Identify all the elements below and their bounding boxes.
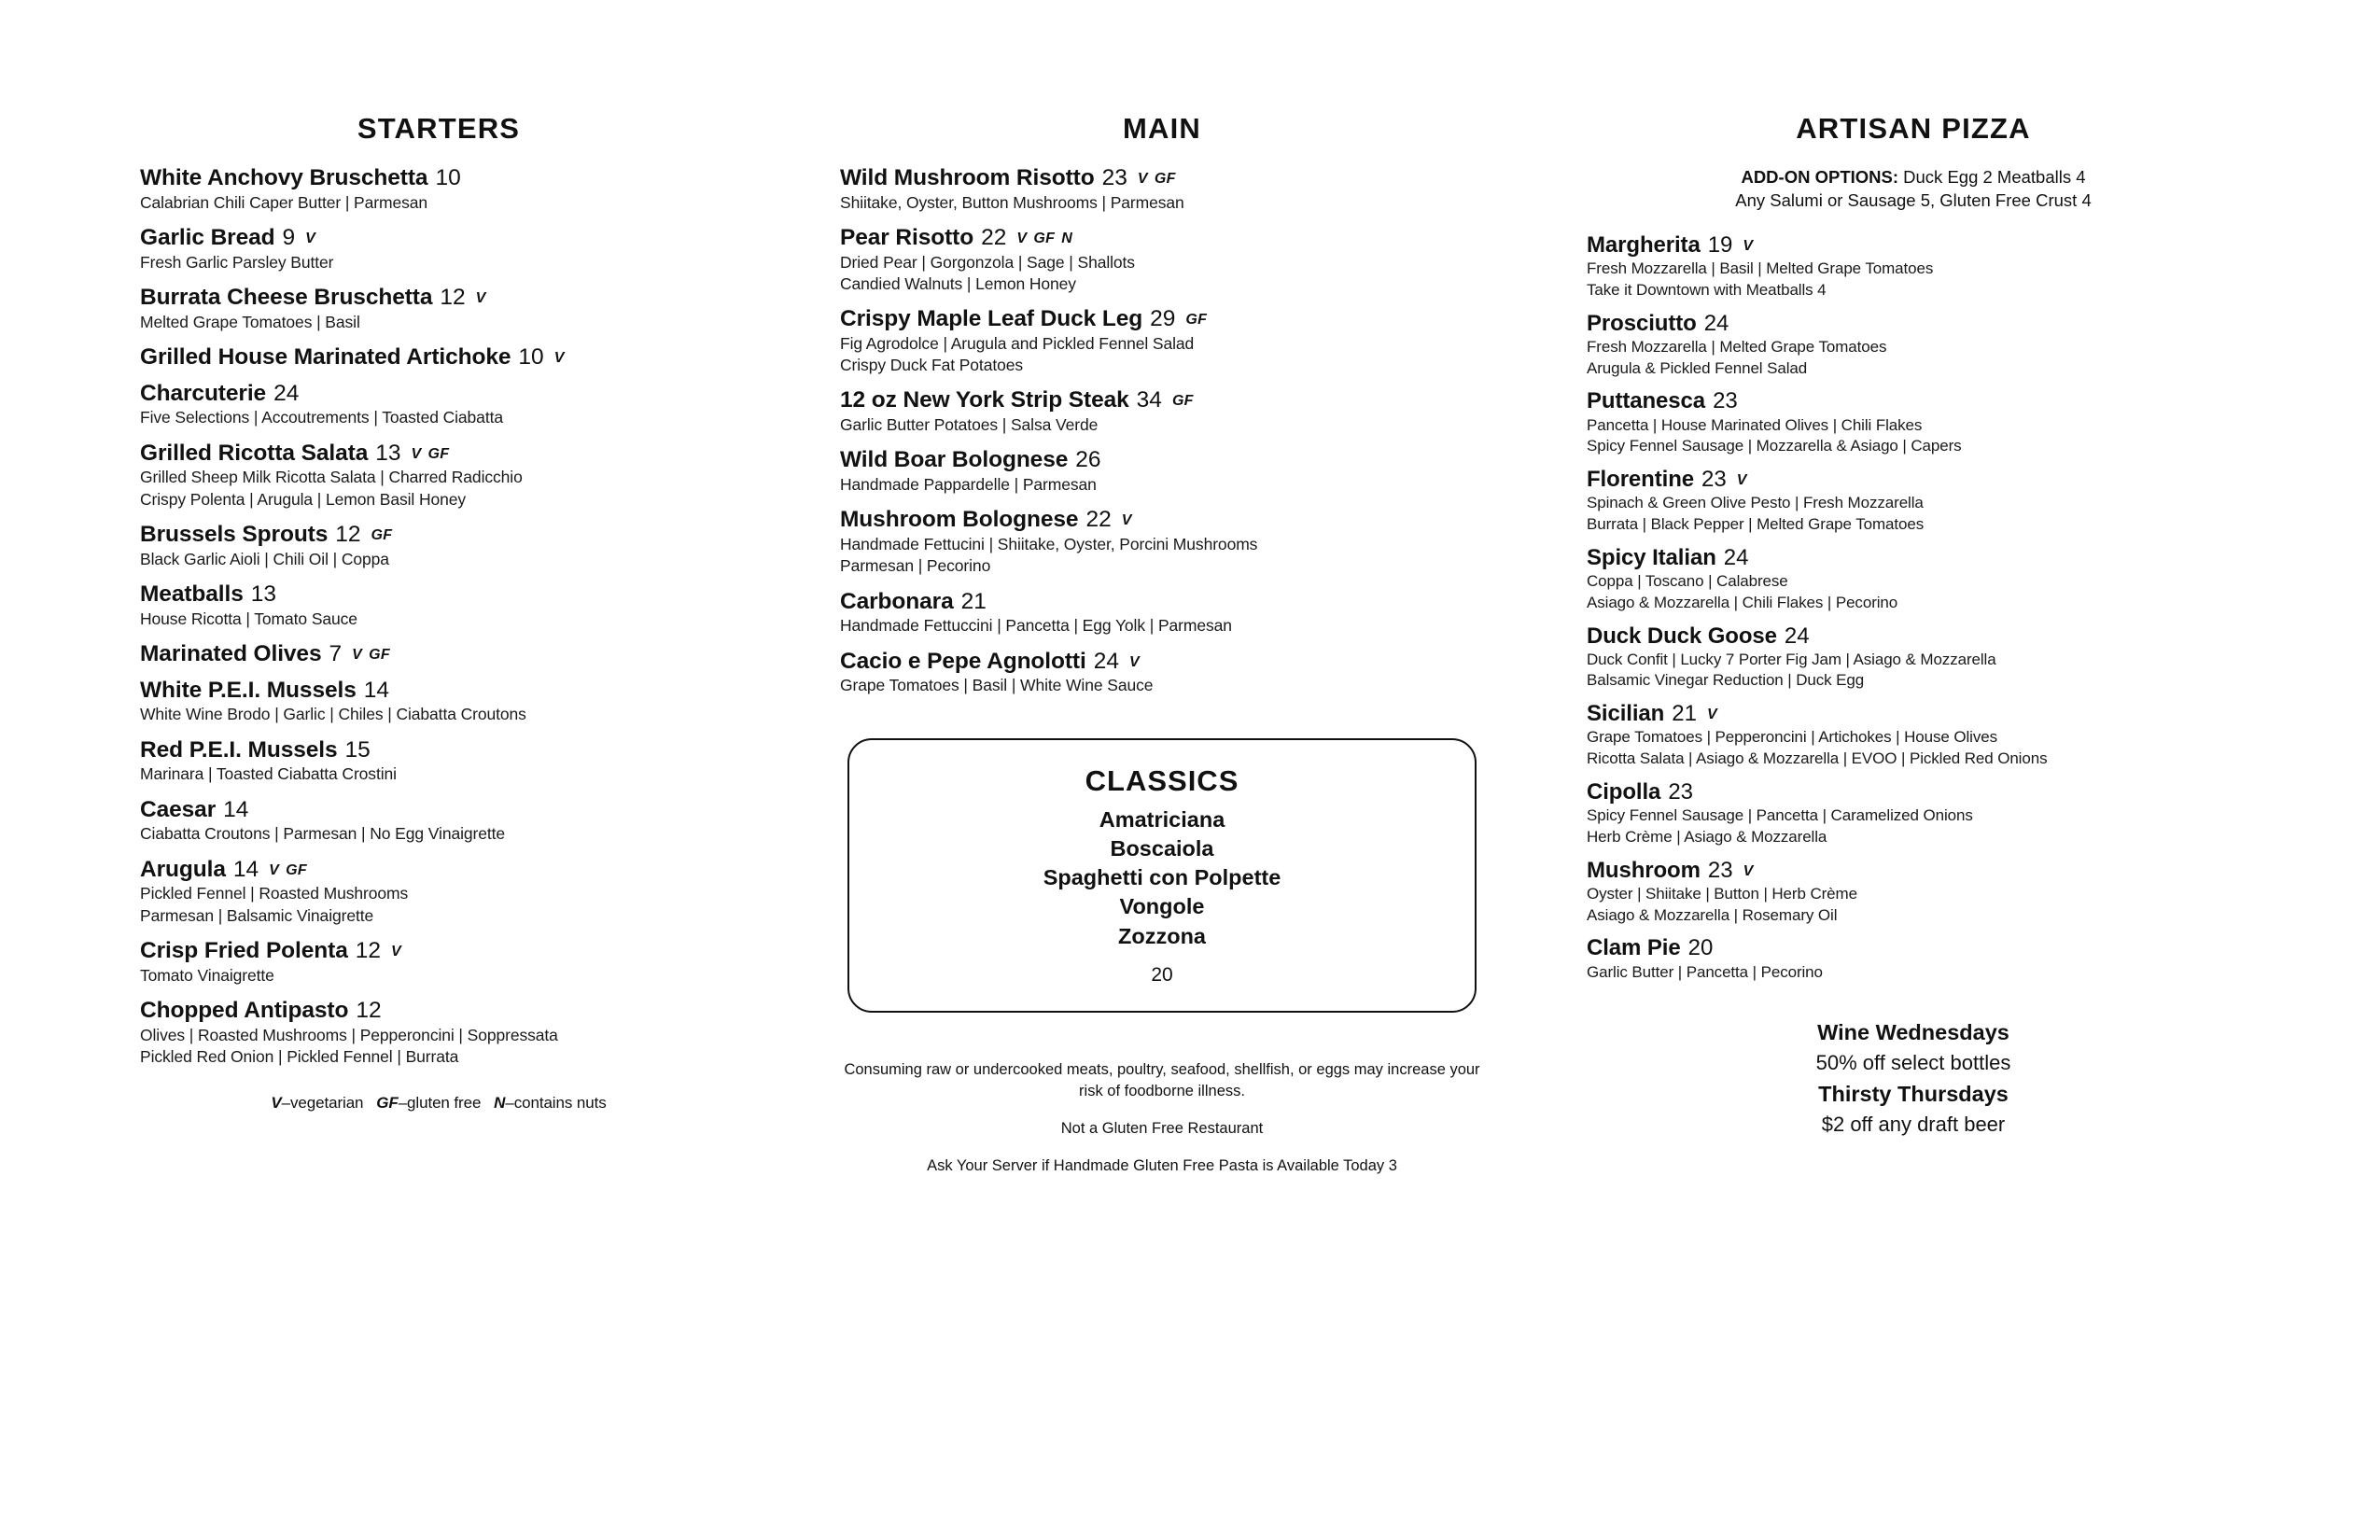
menu-item-price: 12	[355, 937, 381, 963]
menu-item-name: Mushroom Bolognese	[840, 507, 1079, 533]
menu-item-heading	[140, 679, 737, 703]
menu-item-tags	[412, 447, 456, 463]
menu-item-description: House Ricotta | Tomato Sauce	[140, 609, 357, 628]
addon-line-2: Any Salumi or Sausage 5, Gluten Free Crust 4	[1735, 189, 2092, 210]
menu-item-description: Asiago & Mozzarella | Rosemary Oil	[1587, 905, 1838, 924]
menu-item-description: Oyster | Shiitake | Button | Herb Crème	[1587, 884, 1857, 903]
menu-item-description: Melted Grape Tomatoes | Basil	[140, 312, 360, 331]
menu-item-description: Fresh Mozzarella | Basil | Melted Grape Tomatoes	[1587, 259, 1934, 278]
menu-item	[140, 858, 737, 927]
menu-item	[140, 441, 737, 511]
menu-item-price: 23	[1668, 778, 1694, 805]
menu-item	[140, 166, 737, 214]
menu-item-heading	[140, 798, 737, 822]
menu-item-description: Tomato Vinaigrette	[140, 965, 274, 985]
menu-item-price: 34	[1136, 387, 1162, 413]
menu-item-price: 19	[1707, 231, 1733, 258]
menu-item-heading	[140, 858, 737, 882]
menu-item-description: Calabrian Chili Caper Butter | Parmesan	[140, 192, 428, 212]
menu-item-name: Clam Pie	[1587, 935, 1681, 961]
menu-item-tags	[269, 863, 314, 879]
menu-item-price: 26	[1075, 447, 1101, 473]
menu-item-price: 22	[981, 224, 1007, 250]
menu-item-name: Cacio e Pepe Agnolotti	[840, 648, 1086, 674]
menu-item-price: 24	[1703, 310, 1729, 336]
menu-item-description: Crispy Duck Fat Potatoes	[840, 356, 1024, 375]
menu-item-tag: V	[269, 861, 280, 878]
addon-line-1: Duck Egg 2 Meatballs 4	[1903, 167, 2086, 187]
menu-item-description: Candied Walnuts | Lemon Honey	[840, 273, 1076, 293]
menu-item-heading	[840, 448, 1484, 472]
menu-item-heading	[140, 999, 737, 1023]
menu-item	[140, 939, 737, 987]
menu-item-description: Handmade Fettucini | Shiitake, Oyster, Porcini Mushrooms	[840, 535, 1258, 554]
menu-item	[140, 582, 737, 630]
menu-item-heading	[140, 286, 737, 310]
menu-item-heading	[1587, 702, 2240, 725]
menu-item	[840, 508, 1484, 577]
menu-item-heading	[140, 166, 737, 190]
pizza-heading: ARTISAN PIZZA	[1796, 112, 2031, 145]
menu-item-price: 14	[232, 856, 259, 882]
main-heading: MAIN	[1122, 112, 1201, 145]
menu-item-description: Shiitake, Oyster, Button Mushrooms | Parmesan	[840, 192, 1184, 212]
menu-item-tags	[1172, 394, 1200, 410]
menu-item-description: Arugula & Pickled Fennel Salad	[1587, 358, 1808, 377]
menu-item-description: Black Garlic Aioli | Chili Oil | Coppa	[140, 549, 389, 568]
menu-item-description: Parmesan | Pecorino	[840, 556, 991, 576]
menu-item-heading	[840, 650, 1484, 674]
menu-item-tag: V	[475, 289, 486, 306]
menu-item-tags	[1707, 707, 1724, 723]
menu-item-tags	[391, 945, 408, 960]
menu-item-name: Garlic Bread	[140, 224, 275, 250]
menu-item	[1587, 859, 2240, 927]
menu-item-heading	[840, 508, 1484, 532]
menu-item-description: Grape Tomatoes | Pepperoncini | Artichokes | House Olives	[1587, 728, 1998, 747]
menu-item-tag: V	[1016, 230, 1028, 246]
menu-item-price: 24	[1784, 623, 1810, 649]
legend-v-key: V	[271, 1094, 282, 1113]
menu-item-heading	[840, 166, 1484, 190]
column-main	[840, 112, 1484, 1177]
menu-item-description: Ciabatta Croutons | Parmesan | No Egg Vinaigrette	[140, 824, 506, 844]
special-subtitle: 50% off select bottles	[1815, 1051, 2011, 1075]
menu-item-name: Prosciutto	[1587, 310, 1697, 336]
menu-item-name: Pear Risotto	[840, 224, 974, 250]
menu-item-tag: GF	[1185, 312, 1208, 329]
menu-item-tag: V	[411, 445, 422, 462]
menu-item-heading	[140, 939, 737, 963]
menu-item-tags	[371, 528, 399, 544]
menu-item-tag: GF	[1154, 171, 1176, 187]
menu-item-price: 20	[1687, 935, 1714, 961]
menu-item-price: 15	[344, 736, 371, 763]
menu-item-heading	[1587, 312, 2240, 335]
menu-item-heading	[140, 441, 737, 466]
menu-item-name: Crisp Fried Polenta	[140, 937, 348, 963]
specials	[1587, 1016, 2240, 1140]
menu-item-price: 24	[1093, 648, 1119, 674]
menu-item	[1587, 624, 2240, 693]
classics-box	[847, 738, 1477, 1013]
menu-item-tag: GF	[427, 445, 450, 462]
legend-gf-text: –gluten free	[398, 1094, 482, 1113]
classics-price: 20	[1151, 963, 1173, 986]
menu-item	[1587, 468, 2240, 536]
menu-item-name: 12 oz New York Strip Steak	[840, 387, 1129, 413]
menu-item-tag: V	[1121, 512, 1132, 529]
menu-item-tags	[1737, 473, 1754, 489]
menu-item-heading	[140, 523, 737, 547]
menu-item-heading	[840, 307, 1484, 331]
menu-item-tags	[1016, 231, 1079, 247]
menu-item-heading	[140, 582, 737, 607]
menu-item-name: Puttanesca	[1587, 388, 1706, 414]
menu-item-price: 29	[1150, 306, 1176, 332]
menu-item-name: Meatballs	[140, 581, 244, 607]
special-title: Wine Wednesdays	[1817, 1020, 2009, 1045]
menu-item-name: Charcuterie	[140, 380, 267, 406]
menu-item-description: Parmesan | Balsamic Vinaigrette	[140, 905, 374, 925]
footnote: Ask Your Server if Handmade Gluten Free Pasta is Available Today 3	[927, 1157, 1397, 1175]
menu-item	[840, 590, 1484, 637]
menu-item	[840, 650, 1484, 697]
menu-item-price: 23	[1707, 857, 1733, 883]
menu-item-description: Pickled Fennel | Roasted Mushrooms	[140, 884, 409, 903]
special-subtitle: $2 off any draft beer	[1821, 1113, 2006, 1137]
footnote: Consuming raw or undercooked meats, poultry, seafood, shellfish, or eggs may increase your risk of foodborne illness.	[844, 1060, 1480, 1100]
menu-item-description: Garlic Butter | Pancetta | Pecorino	[1587, 962, 1823, 981]
menu-item-price: 14	[223, 796, 249, 822]
menu-item-description: Balsamic Vinegar Reduction | Duck Egg	[1587, 671, 1865, 690]
menu-item-tag: V	[1128, 653, 1140, 670]
menu-item	[140, 345, 737, 370]
menu-item-tag: V	[1137, 171, 1148, 187]
menu-item-description: Olives | Roasted Mushrooms | Pepperoncini | Soppressata	[140, 1025, 558, 1044]
column-pizza	[1587, 112, 2240, 1140]
menu-item-description: Duck Confit | Lucky 7 Porter Fig Jam | Asiago & Mozzarella	[1587, 650, 1996, 668]
starters-item-list	[140, 166, 737, 1068]
classics-item: Zozzona	[1118, 923, 1206, 948]
menu-item-name: Duck Duck Goose	[1587, 623, 1777, 649]
menu-item-price: 14	[363, 677, 389, 703]
menu-item	[140, 286, 737, 333]
menu-item-description: Handmade Pappardelle | Parmesan	[840, 475, 1097, 495]
menu-item-price: 21	[960, 588, 987, 614]
legend	[140, 1094, 737, 1113]
starters-heading: STARTERS	[357, 112, 521, 145]
menu-item-description: Five Selections | Accoutrements | Toasted Ciabatta	[140, 408, 503, 427]
menu-item-price: 21	[1672, 701, 1697, 727]
menu-item-price: 22	[1085, 507, 1112, 533]
legend-gf-key: GF	[376, 1094, 399, 1113]
menu-item-name: Margherita	[1587, 231, 1701, 258]
menu-item	[1587, 389, 2240, 457]
menu-item-name: Chopped Antipasto	[140, 997, 349, 1023]
menu-item-tag: V	[1743, 862, 1754, 879]
menu-item-description: Garlic Butter Potatoes | Salsa Verde	[840, 415, 1099, 435]
menu-item-heading	[1587, 468, 2240, 491]
menu-item-heading	[140, 226, 737, 250]
menu-item-name: Brussels Sprouts	[140, 521, 329, 547]
menu-item-description: Spicy Fennel Sausage | Mozzarella & Asiago | Capers	[1587, 437, 1962, 455]
menu-item-name: Caesar	[140, 796, 217, 822]
menu-item-tags	[1743, 864, 1760, 880]
menu-item	[840, 448, 1484, 496]
menu-item-description: Marinara | Toasted Ciabatta Crostini	[140, 764, 397, 784]
menu-item-description: Herb Crème | Asiago & Mozzarella	[1587, 827, 1827, 846]
menu-item	[1587, 936, 2240, 983]
menu-item-tag: V	[1736, 472, 1747, 489]
menu-item-price: 23	[1713, 388, 1738, 414]
footnote: Not a Gluten Free Restaurant	[1060, 1120, 1264, 1138]
menu-item	[140, 642, 737, 666]
menu-item-price: 24	[1723, 544, 1749, 570]
menu-item	[1587, 233, 2240, 301]
classics-item: Amatriciana	[1099, 806, 1225, 832]
menu-item-description: Ricotta Salata | Asiago & Mozzarella | EVOO | Pickled Red Onions	[1587, 749, 2048, 768]
menu-item-description: Grape Tomatoes | Basil | White Wine Sauce	[840, 676, 1154, 695]
classics-item-list	[859, 805, 1465, 951]
menu-item-tag: V	[352, 646, 363, 663]
menu-item-heading	[840, 590, 1484, 614]
menu-item-price: 13	[250, 581, 277, 607]
menu-item-price: 12	[335, 521, 361, 547]
menu-item-name: Burrata Cheese Bruschetta	[140, 284, 433, 310]
menu-item	[140, 382, 737, 429]
menu-item-name: White Anchovy Bruschetta	[140, 165, 428, 190]
legend-v-text: –vegetarian	[281, 1094, 364, 1113]
menu-item-price: 12	[356, 997, 382, 1023]
menu-item-name: Arugula	[140, 856, 226, 882]
menu-item	[1587, 702, 2240, 770]
menu-item-tag: GF	[369, 646, 390, 663]
menu-item-name: Cipolla	[1587, 778, 1661, 805]
menu-item-name: Marinated Olives	[140, 640, 322, 666]
menu-item-price: 23	[1701, 467, 1727, 493]
menu-item-description: Handmade Fettuccini | Pancetta | Egg Yolk | Parmesan	[840, 616, 1232, 636]
menu-item	[1587, 312, 2240, 380]
menu-item-description: Take it Downtown with Meatballs 4	[1587, 280, 1827, 299]
menu-item-price: 10	[518, 343, 544, 370]
menu-item	[140, 738, 737, 786]
menu-item-price: 24	[273, 380, 300, 406]
menu-item-name: White P.E.I. Mussels	[140, 677, 357, 703]
classics-item: Boscaiola	[1110, 835, 1214, 861]
menu-item-tags	[1138, 172, 1183, 188]
menu-item-heading	[140, 642, 737, 666]
menu-item-name: Sicilian	[1587, 701, 1665, 727]
menu-item-tags	[1743, 239, 1759, 255]
menu-item-description: Pickled Red Onion | Pickled Fennel | Burrata	[140, 1046, 459, 1066]
menu-item-tag: V	[1706, 707, 1717, 723]
legend-n-text: –contains nuts	[505, 1094, 607, 1113]
menu-item	[840, 388, 1484, 436]
menu-item-heading	[140, 738, 737, 763]
menu-item-tags	[305, 231, 322, 247]
menu-item-heading	[840, 226, 1484, 250]
menu-item-description: Pancetta | House Marinated Olives | Chili Flakes	[1587, 415, 1923, 434]
menu-item-tags	[1122, 513, 1139, 529]
pizza-item-list	[1587, 233, 2240, 983]
menu-item-price: 12	[440, 284, 466, 310]
menu-item	[140, 999, 737, 1068]
menu-item-description: Spicy Fennel Sausage | Pancetta | Caramelized Onions	[1587, 806, 1973, 825]
menu-item-tag: GF	[286, 861, 307, 878]
menu-item-description: Crispy Polenta | Arugula | Lemon Basil Honey	[140, 489, 467, 509]
addon-options	[1587, 166, 2240, 213]
menu-item-description: Dried Pear | Gorgonzola | Sage | Shallots	[840, 252, 1135, 272]
menu-item-price: 13	[375, 440, 401, 466]
menu-item-tags	[554, 351, 571, 367]
menu-item-name: Florentine	[1587, 467, 1695, 493]
menu-item-tag: GF	[1033, 230, 1056, 246]
menu-item-tag: V	[1743, 237, 1754, 254]
menu-item-description: Fig Agrodolce | Arugula and Pickled Fennel Salad	[840, 333, 1195, 353]
menu-item-name: Grilled House Marinated Artichoke	[140, 343, 511, 370]
classics-heading: CLASSICS	[1085, 763, 1239, 797]
column-starters	[140, 112, 737, 1113]
menu-item-description: Asiago & Mozzarella | Chili Flakes | Pecorino	[1587, 593, 1898, 611]
menu-item-name: Crispy Maple Leaf Duck Leg	[840, 306, 1143, 332]
menu-item-heading	[1587, 389, 2240, 413]
menu-item-name: Wild Mushroom Risotto	[840, 165, 1095, 190]
menu-item-description: Spinach & Green Olive Pesto | Fresh Mozzarella	[1587, 494, 1924, 512]
menu-item-tag: V	[553, 349, 565, 366]
menu-item-heading	[1587, 859, 2240, 882]
menu-item-name: Spicy Italian	[1587, 544, 1716, 570]
menu-item-name: Grilled Ricotta Salata	[140, 440, 369, 466]
menu-item	[840, 166, 1484, 214]
menu-item-price: 23	[1101, 165, 1127, 190]
menu-item-name: Mushroom	[1587, 857, 1701, 883]
menu-item-heading	[140, 382, 737, 406]
menu-item-heading	[1587, 936, 2240, 959]
classics-item: Vongole	[1119, 894, 1205, 919]
menu-item	[140, 798, 737, 846]
menu-item-tags	[476, 291, 493, 307]
menu-item-heading	[1587, 546, 2240, 569]
menu-item-price: 7	[329, 640, 343, 666]
menu-item-tags	[1185, 313, 1213, 329]
legend-n-key: N	[494, 1094, 506, 1113]
menu-item-price: 9	[282, 224, 296, 250]
menu-item	[140, 523, 737, 570]
menu-item-description: Fresh Garlic Parsley Butter	[140, 252, 334, 272]
menu-item-name: Wild Boar Bolognese	[840, 447, 1069, 473]
footnotes	[840, 1059, 1484, 1177]
menu-item	[140, 679, 737, 726]
menu-item-tag: V	[305, 230, 316, 246]
menu-item-tag: GF	[1171, 393, 1194, 410]
menu-item-description: White Wine Brodo | Garlic | Chiles | Ciabatta Croutons	[140, 705, 526, 724]
menu-item-tags	[1129, 655, 1146, 671]
menu-item-heading	[1587, 780, 2240, 804]
menu-item-heading	[1587, 233, 2240, 257]
menu-item-description: Burrata | Black Pepper | Melted Grape Tomatoes	[1587, 515, 1925, 534]
menu-item	[840, 307, 1484, 376]
menu-item	[140, 226, 737, 273]
menu-item	[1587, 546, 2240, 614]
menu-item-description: Fresh Mozzarella | Melted Grape Tomatoes	[1587, 337, 1887, 356]
menu-item-tag: GF	[371, 526, 393, 543]
addon-label: ADD-ON OPTIONS:	[1741, 167, 1899, 187]
menu-item-heading	[140, 345, 737, 370]
menu-item-price: 10	[435, 165, 461, 190]
menu-item-tag: N	[1061, 230, 1073, 246]
menu-item-description: Coppa | Toscano | Calabrese	[1587, 572, 1788, 590]
menu-item	[840, 226, 1484, 295]
menu-item-heading	[840, 388, 1484, 413]
menu-item-tag: V	[391, 943, 401, 959]
menu-item-heading	[1587, 624, 2240, 648]
menu-item-description: Grilled Sheep Milk Ricotta Salata | Charred Radicchio	[140, 468, 523, 487]
menu-item	[1587, 780, 2240, 848]
main-item-list	[840, 166, 1484, 697]
menu-item-name: Carbonara	[840, 588, 954, 614]
menu-item-name: Red P.E.I. Mussels	[140, 736, 338, 763]
classics-item: Spaghetti con Polpette	[1043, 865, 1281, 890]
menu-item-tags	[352, 648, 397, 664]
special-title: Thirsty Thursdays	[1818, 1082, 2009, 1107]
